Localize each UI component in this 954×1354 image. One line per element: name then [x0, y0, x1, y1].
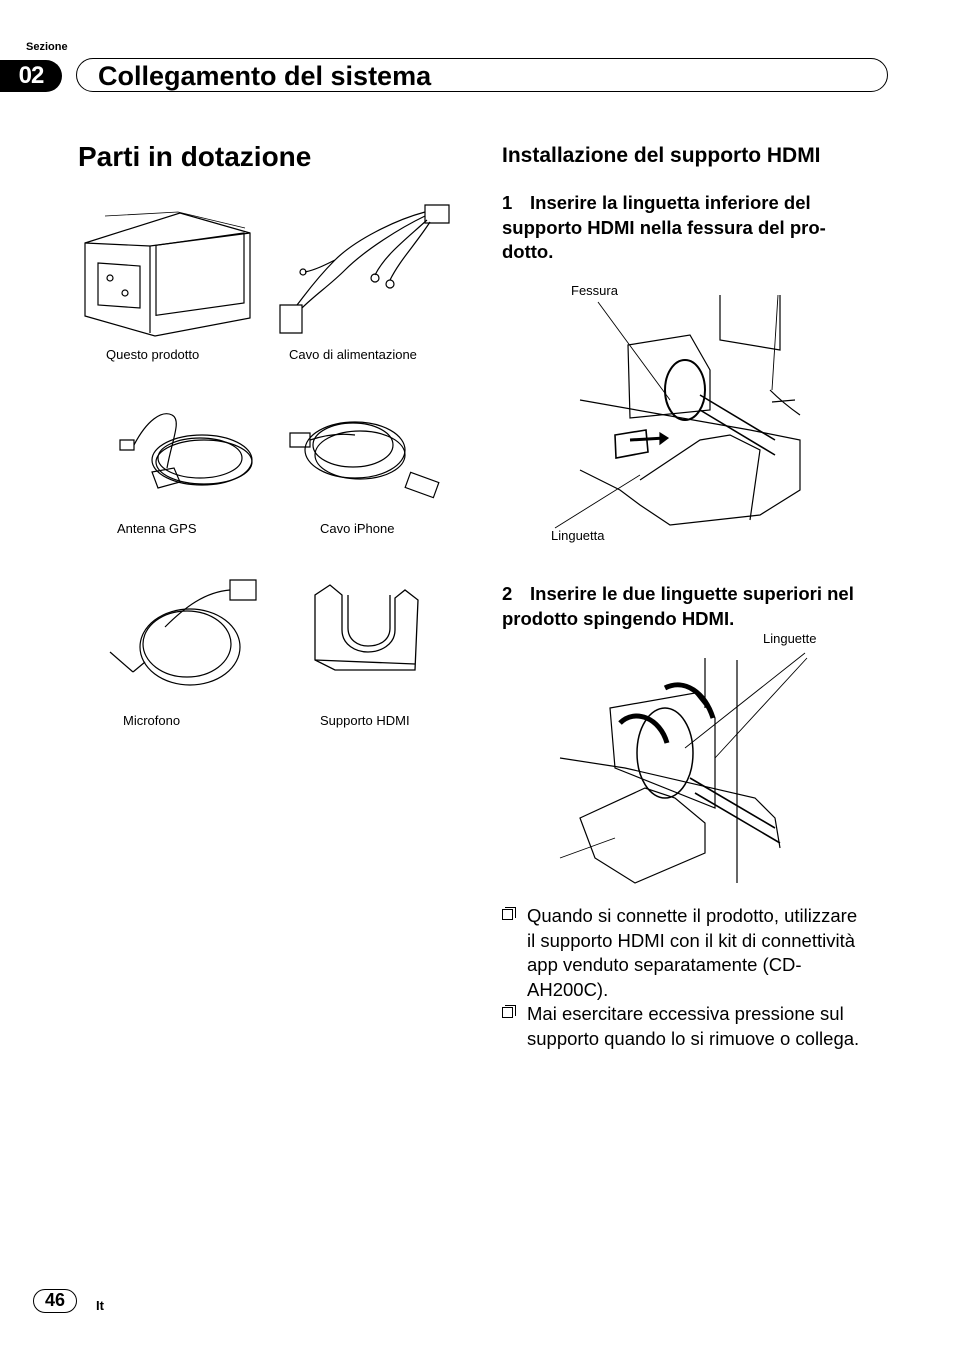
power-cable-illustration	[275, 200, 455, 340]
step-1-line-1: Inserire la linguetta inferiore del	[530, 192, 811, 213]
note-checkbox-icon	[502, 1007, 513, 1018]
step-2-line-1: Inserire le due linguette superiori nel	[530, 583, 854, 604]
hdmi-support-illustration	[310, 580, 422, 672]
section-heading: Installazione del supporto HDMI	[502, 144, 821, 167]
label-linguette: Linguette	[763, 631, 817, 646]
gps-antenna-illustration	[112, 400, 262, 500]
item-label-hdmi-support: Supporto HDMI	[320, 713, 410, 728]
note-checkbox-icon	[502, 909, 513, 920]
note-text: Mai esercitare eccessiva pressione sul supporto quando lo si rimuove o collega.	[527, 1003, 860, 1049]
section-number-badge: 02	[0, 60, 62, 92]
note-item	[502, 1002, 862, 1051]
microphone-illustration	[105, 572, 265, 692]
step-2-line-2: prodotto spingendo HDMI.	[502, 607, 735, 629]
language-code: It	[96, 1298, 104, 1313]
step-1-number: 1	[502, 192, 513, 213]
page-title: Parti in dotazione	[78, 141, 312, 172]
item-label-power-cable: Cavo di alimentazione	[289, 347, 417, 362]
product-illustration	[80, 208, 255, 338]
page-number: 46	[33, 1289, 77, 1313]
section-title: Collegamento del sistema	[98, 61, 432, 91]
label-linguetta: Linguetta	[551, 528, 605, 543]
item-label-microphone: Microfono	[123, 713, 181, 728]
step-2-number: 2	[502, 583, 513, 604]
step-1-line-2: supporto HDMI nella fessura del pro-	[502, 216, 826, 238]
iphone-cable-illustration	[285, 405, 445, 505]
section-label: Sezione	[26, 41, 68, 53]
step-1-diagram	[550, 290, 810, 530]
step-2-diagram	[555, 648, 815, 888]
item-label-gps-antenna: Antenna GPS	[117, 521, 197, 536]
step-1-line-3: dotto.	[502, 241, 554, 262]
item-label-product: Questo prodotto	[106, 347, 200, 362]
label-fessura: Fessura	[571, 283, 618, 298]
notes-list	[502, 904, 862, 1051]
note-item	[502, 904, 862, 1002]
step-2-instruction	[502, 582, 902, 631]
item-label-iphone-cable: Cavo iPhone	[320, 521, 395, 536]
note-text: Quando si connette il prodotto, utilizzare il supporto HDMI con il kit di connettività app venduto separatamente (CD-AH200C).	[527, 905, 858, 1000]
step-1-instruction	[502, 191, 892, 265]
